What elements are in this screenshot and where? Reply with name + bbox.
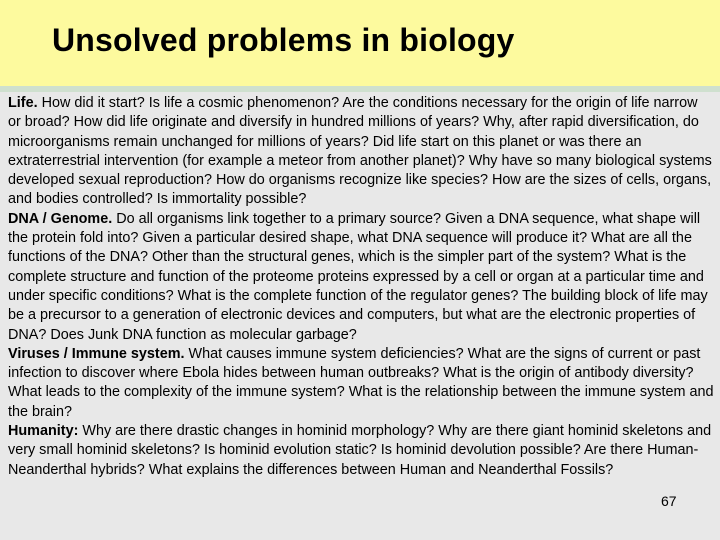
page-number: 67 [661, 493, 677, 509]
slide-title: Unsolved problems in biology [52, 22, 515, 58]
section-text-life: How did it start? Is life a cosmic phenomenon? Are the conditions necessary for the origin of life narrow or broad? How did life originate and diversify in hundred millions of years? Why, after rapid diversification, do microorganisms remain unchanged for millions of years? Did life start on this planet or was there an extraterrestrial intervention (for example a meteor from another planet)? Why have so many biological systems developed sexual reproduction? How do organisms recognize like species? How are the sizes of cells, organs, and bodies controlled? Is immortality possible? [8, 95, 712, 208]
title-divider [0, 86, 720, 92]
section-dna-genome [8, 210, 714, 345]
section-text-dna-genome: Do all organisms link together to a primary source? Given a DNA sequence, what shape will the protein fold into? Given a particular desired shape, what DNA sequence will produce it? What are all the functions of the DNA? Other than the structural genes, which is the simpler part of the system? What is the complete structure and function of the proteome proteins expressed by a cell or organ at a particular time and under specific conditions? What is the complete function of the regulator genes? The building block of life may be a precursor to a generation of electronic devices and computers, but what are the electronic properties of DNA? Does Junk DNA function as molecular garbage? [8, 210, 708, 343]
section-heading-life: Life. [8, 95, 38, 111]
section-viruses-immune [8, 345, 714, 422]
section-heading-viruses-immune: Viruses / Immune system. [8, 345, 185, 362]
section-humanity [8, 422, 714, 480]
section-life [8, 94, 714, 210]
slide-body [8, 94, 714, 480]
section-heading-humanity: Humanity: [8, 423, 79, 440]
section-heading-dna-genome: DNA / Genome. [8, 210, 113, 227]
section-text-viruses-immune: What causes immune system deficiencies? What are the signs of current or past infection to discover where Ebola hides between human outbreaks? What is the origin of antibody diversity? What leads to the complexity of the immune system? What is the relationship between the immune system and the brain? [8, 345, 714, 420]
section-text-humanity: Why are there drastic changes in hominid morphology? Why are there giant hominid skeletons and very small hominid skeletons? Is hominid evolution static? Is hominid devolution possible? Are there Human-Neanderthal hybrids? What explains the differences between Human and Neanderthal Fossils? [8, 423, 712, 478]
